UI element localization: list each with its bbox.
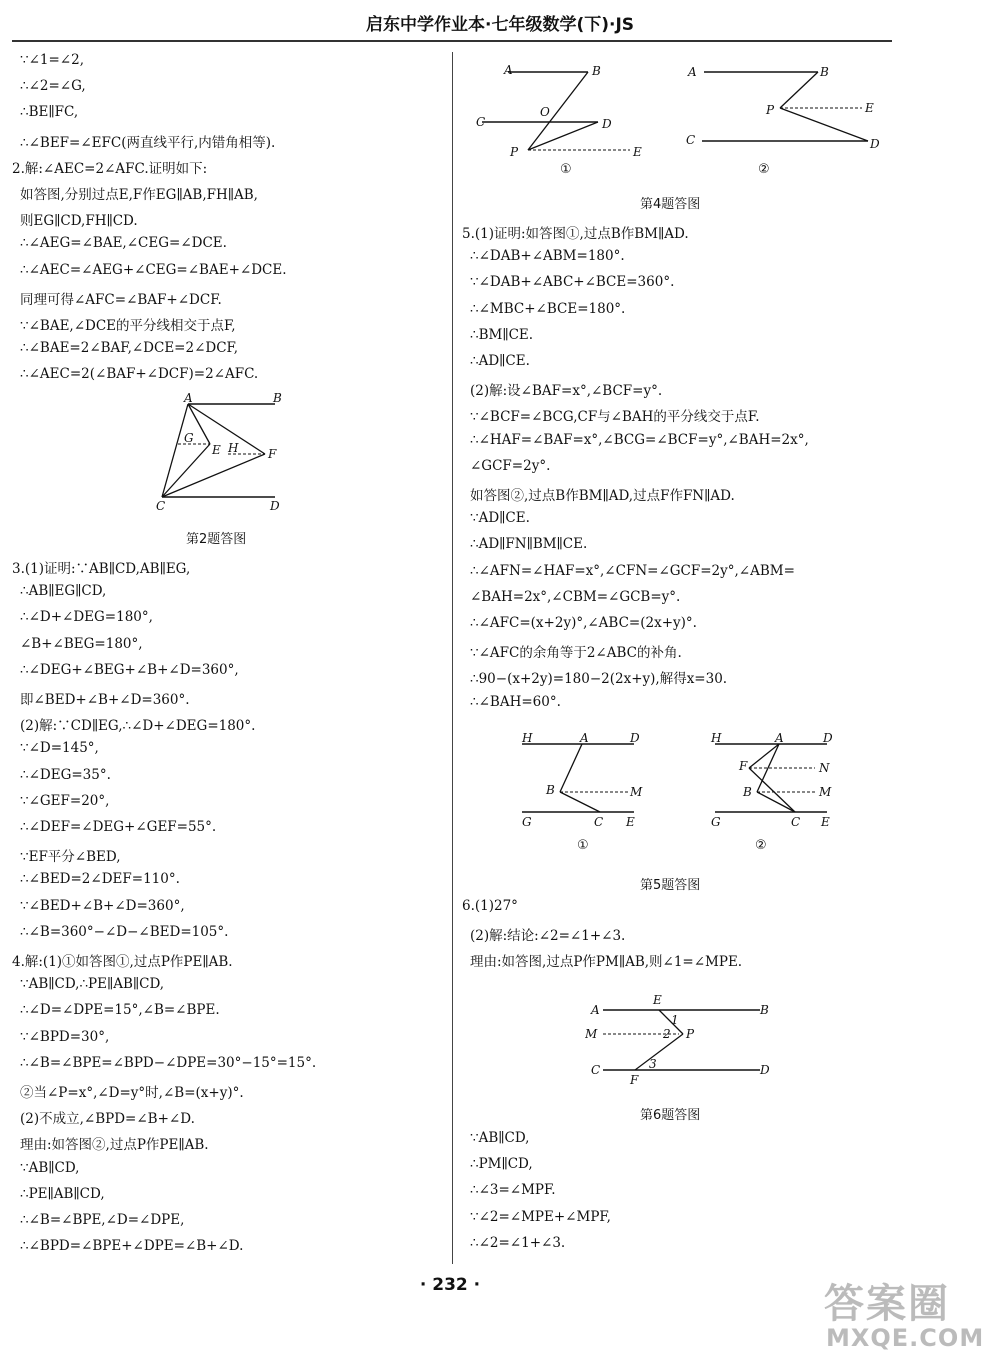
svg-text:D: D xyxy=(602,117,612,131)
text-line: ∵∠BAE,∠DCE的平分线相交于点F, xyxy=(20,318,236,334)
text-line: 理由:如答图,过点P作PM∥AB,则∠1=∠MPE. xyxy=(470,954,743,971)
text-line: ∴∠BAE=2∠BAF,∠DCE=2∠DCF, xyxy=(20,340,239,357)
text-line: ∴∠BEF=∠EFC(两直线平行,内错角相等). xyxy=(20,134,276,151)
svg-text:H: H xyxy=(228,441,239,455)
text-line: ∵∠BPD=30°, xyxy=(20,1028,110,1045)
text-line: ∴∠HAF=∠BAF=x°,∠BCG=∠BCF=y°,∠BAH=2x°, xyxy=(470,431,809,448)
svg-text:F: F xyxy=(268,447,277,461)
svg-text:F: F xyxy=(739,759,748,773)
text-line: 则EG∥CD,FH∥CD. xyxy=(20,213,138,230)
svg-text:D: D xyxy=(760,1063,770,1077)
text-line: (2)解:结论:∠2=∠1+∠3. xyxy=(470,928,626,945)
figure-2-caption: 第2题答图 xyxy=(186,532,247,547)
text-line: 3.(1)证明:∵AB∥CD,AB∥EG, xyxy=(12,561,191,577)
text-line: ∴AB∥EG∥CD, xyxy=(20,583,107,600)
text-line: ∴∠AEC=∠AEG+∠CEG=∠BAE+∠DCE. xyxy=(20,261,287,278)
watermark-top: 答案圈 xyxy=(824,1281,950,1327)
text-line: 如答图,分别过点E,F作EG∥AB,FH∥AB, xyxy=(20,187,258,203)
svg-text:A: A xyxy=(775,732,784,745)
text-line: ∵∠BED+∠B+∠D=360°, xyxy=(20,897,185,914)
text-line: ∠BAH=2x°,∠CBM=∠GCB=y°. xyxy=(470,588,681,605)
text-line: 2.解:∠AEC=2∠AFC.证明如下: xyxy=(12,160,208,177)
svg-text:1: 1 xyxy=(671,1013,679,1027)
figure-4-1 xyxy=(470,58,650,163)
figure-5-2 xyxy=(705,732,845,837)
svg-text:B: B xyxy=(743,785,752,799)
text-line: ∴∠AEG=∠BAE,∠CEG=∠DCE. xyxy=(20,235,227,252)
text-line: 4.解:(1)①如答图①,过点P作PE∥AB. xyxy=(12,954,233,970)
svg-text:D: D xyxy=(630,732,640,745)
svg-text:E: E xyxy=(633,145,642,159)
text-line: ∵∠2=∠MPE+∠MPF, xyxy=(470,1208,611,1225)
svg-text:N: N xyxy=(819,761,830,775)
svg-text:M: M xyxy=(585,1027,598,1041)
text-line: ∴∠DEG=35°. xyxy=(20,766,111,783)
svg-text:M: M xyxy=(819,785,832,799)
text-line: ②当∠P=x°,∠D=y°时,∠B=(x+y)°. xyxy=(20,1085,244,1101)
text-line: ∴BE∥FC, xyxy=(20,104,79,121)
text-line: ∴∠DEF=∠DEG+∠GEF=55°. xyxy=(20,819,217,835)
text-line: ∴AD∥CE. xyxy=(470,353,530,369)
text-line: ∴∠DEG+∠BEG+∠B+∠D=360°, xyxy=(20,661,239,678)
text-line: ∴∠2=∠1+∠3. xyxy=(470,1234,566,1251)
text-line: ∴∠MBC+∠BCE=180°. xyxy=(470,300,626,317)
svg-text:G: G xyxy=(522,815,532,829)
svg-text:B: B xyxy=(760,1003,769,1017)
text-line: ∴∠3=∠MPF. xyxy=(470,1182,556,1199)
text-line: ∴∠B=360°−∠D−∠BED=105°. xyxy=(20,923,229,940)
svg-text:D: D xyxy=(823,732,833,745)
svg-text:3: 3 xyxy=(649,1057,657,1071)
text-line: ∴∠BED=2∠DEF=110°. xyxy=(20,871,180,888)
text-line: 理由:如答图②,过点P作PE∥AB. xyxy=(20,1137,209,1154)
text-line: ∴∠D+∠DEG=180°, xyxy=(20,609,153,626)
svg-text:C: C xyxy=(591,1063,601,1077)
svg-text:G: G xyxy=(711,815,721,829)
text-line: ∴∠B=∠BPE=∠BPD−∠DPE=30°−15°=15°. xyxy=(20,1054,317,1071)
text-line: ∵AB∥CD,∴PE∥AB∥CD, xyxy=(20,976,165,993)
text-line: ∴BM∥CE. xyxy=(470,326,534,343)
svg-text:B: B xyxy=(820,65,829,79)
svg-text:O: O xyxy=(540,105,550,119)
text-line: ∵∠AFC的余角等于2∠ABC的补角. xyxy=(470,645,682,662)
watermark-bottom: MXQE.COM xyxy=(826,1324,985,1352)
svg-text:E: E xyxy=(865,101,874,115)
svg-text:2: 2 xyxy=(663,1027,671,1041)
text-line: ∴∠BAH=60°. xyxy=(470,693,561,710)
figure-6-caption: 第6题答图 xyxy=(640,1108,701,1123)
text-line: (2)不成立,∠BPD=∠B+∠D. xyxy=(20,1111,195,1128)
svg-text:A: A xyxy=(580,732,589,745)
text-line: ∵∠BCF=∠BCG,CF与∠BAH的平分线交于点F. xyxy=(470,409,760,426)
svg-text:C: C xyxy=(476,115,486,129)
text-line: ∵AD∥CE. xyxy=(470,510,530,527)
figure-4-2 xyxy=(680,58,880,163)
figure-4-2-label: ② xyxy=(758,162,770,177)
text-line: 5.(1)证明:如答图①,过点B作BM∥AD. xyxy=(462,226,689,242)
svg-text:B: B xyxy=(546,783,555,797)
svg-text:C: C xyxy=(594,815,604,829)
svg-text:B: B xyxy=(273,392,282,405)
text-line: 即∠BED+∠B+∠D=360°. xyxy=(20,692,190,708)
svg-text:P: P xyxy=(510,145,519,159)
svg-text:G: G xyxy=(184,431,194,445)
svg-text:A: A xyxy=(688,65,697,79)
figure-6 xyxy=(585,990,775,1085)
figure-2 xyxy=(150,392,290,517)
text-line: ∴∠2=∠G, xyxy=(20,78,86,95)
text-line: ∵∠GEF=20°, xyxy=(20,792,110,809)
page-header: 启东中学作业本·七年级数学(下)·JS xyxy=(365,15,635,35)
svg-text:E: E xyxy=(626,815,635,829)
text-line: ∴90−(x+2y)=180−2(2x+y),解得x=30. xyxy=(470,671,728,688)
text-line: ∴AD∥FN∥BM∥CE. xyxy=(470,536,588,553)
text-line: ∵∠DAB+∠ABC+∠BCE=360°. xyxy=(470,274,675,291)
text-line: ∵EF平分∠BED, xyxy=(20,849,121,866)
figure-5-caption: 第5题答图 xyxy=(640,878,701,893)
text-line: ∴PE∥AB∥CD, xyxy=(20,1185,105,1202)
figure-4-1-label: ① xyxy=(560,162,572,177)
text-line: ∴∠BPD=∠BPE+∠DPE=∠B+∠D. xyxy=(20,1238,244,1255)
figure-5-1-label: ① xyxy=(577,838,589,853)
text-line: ∵∠D=145°, xyxy=(20,740,99,757)
figure-5-2-label: ② xyxy=(755,838,767,853)
text-line: ∵AB∥CD, xyxy=(470,1130,530,1146)
text-line: ∠B+∠BEG=180°, xyxy=(20,635,143,652)
text-line: (2)解:设∠BAF=x°,∠BCF=y°. xyxy=(470,383,663,400)
page-number: · 232 · xyxy=(419,1275,481,1295)
svg-text:E: E xyxy=(821,815,830,829)
column-divider xyxy=(452,52,453,1264)
text-line: (2)解:∵CD∥EG,∴∠D+∠DEG=180°. xyxy=(20,718,256,735)
text-line: ∵AB∥CD, xyxy=(20,1159,80,1176)
text-line: ∴∠DAB+∠ABM=180°. xyxy=(470,248,625,265)
svg-text:A: A xyxy=(591,1003,600,1017)
svg-text:A: A xyxy=(184,392,193,405)
svg-text:H: H xyxy=(522,732,533,745)
svg-text:M: M xyxy=(630,785,643,799)
svg-text:D: D xyxy=(270,499,280,513)
text-line: 如答图②,过点B作BM∥AD,过点F作FN∥AD. xyxy=(470,488,735,504)
text-line: ∴PM∥CD, xyxy=(470,1156,533,1173)
svg-text:C: C xyxy=(791,815,801,829)
text-line: 同理可得∠AFC=∠BAF+∠DCF. xyxy=(20,291,222,308)
figure-5-1 xyxy=(512,732,652,837)
figure-4-caption: 第4题答图 xyxy=(640,197,701,212)
text-line: ∴∠D=∠DPE=15°,∠B=∠BPE. xyxy=(20,1002,220,1019)
text-line: ∴∠AFN=∠HAF=x°,∠CFN=∠GCF=2y°,∠ABM= xyxy=(470,562,795,579)
svg-text:C: C xyxy=(156,499,166,513)
svg-text:P: P xyxy=(766,103,775,117)
svg-text:D: D xyxy=(870,137,880,151)
text-line: ∴∠AEC=2(∠BAF+∠DCF)=2∠AFC. xyxy=(20,366,259,383)
watermark-logo xyxy=(820,1270,995,1360)
svg-text:B: B xyxy=(592,64,601,78)
text-line: 6.(1)27° xyxy=(462,898,518,914)
svg-text:F: F xyxy=(630,1073,639,1085)
svg-text:C: C xyxy=(686,133,696,147)
svg-text:P: P xyxy=(686,1027,695,1041)
svg-text:E: E xyxy=(653,993,662,1007)
svg-text:H: H xyxy=(711,732,722,745)
svg-text:E: E xyxy=(212,443,221,457)
svg-text:A: A xyxy=(504,63,513,77)
header-rule xyxy=(12,40,892,42)
text-line: ∵∠1=∠2, xyxy=(20,52,84,68)
text-line: ∠GCF=2y°. xyxy=(470,457,551,474)
text-line: ∴∠AFC=(x+2y)°,∠ABC=(2x+y)°. xyxy=(470,615,697,631)
text-line: ∴∠B=∠BPE,∠D=∠DPE, xyxy=(20,1212,185,1228)
